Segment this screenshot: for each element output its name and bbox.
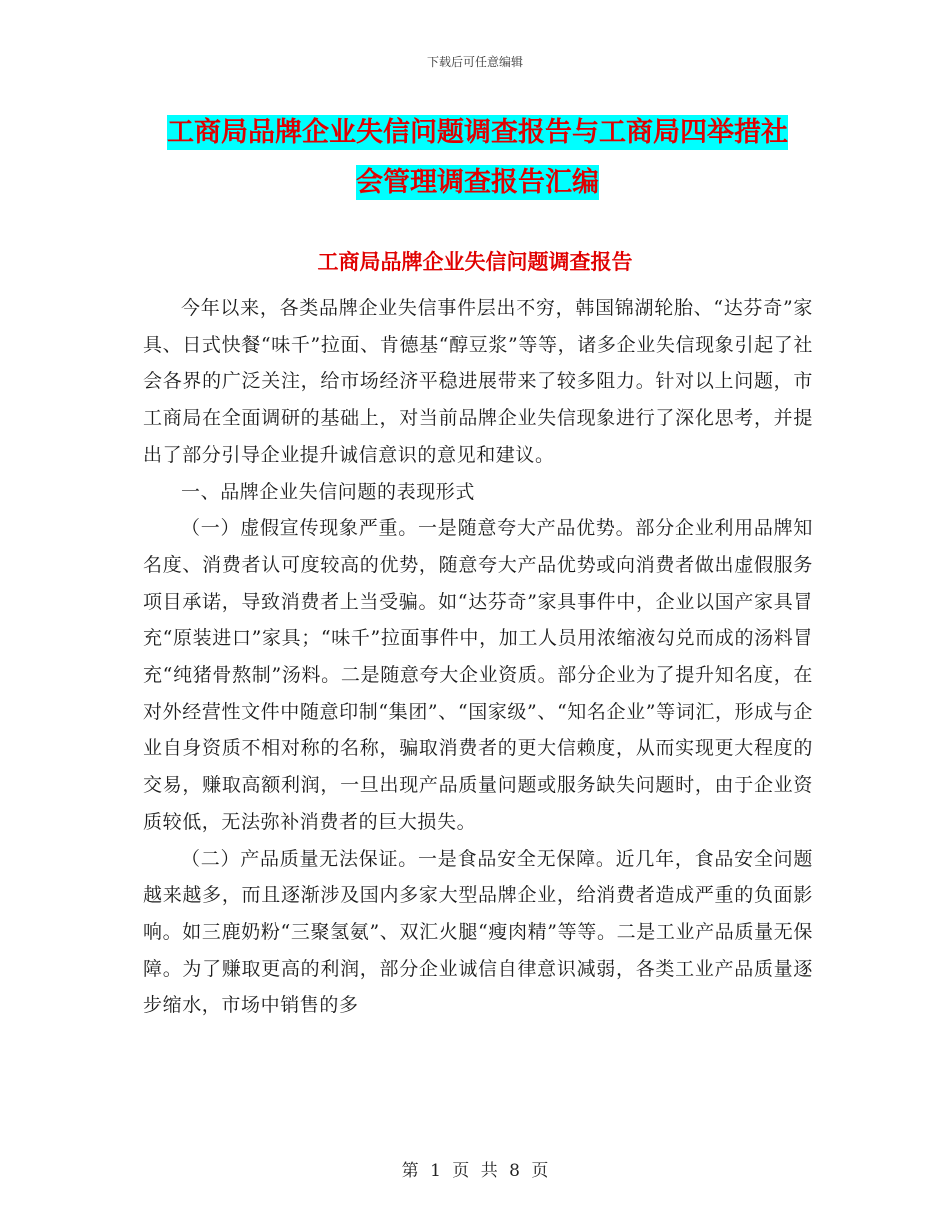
title-line-1: 工商局品牌企业失信问题调查报告与工商局四举措社 — [167, 117, 788, 148]
paragraph-product-quality: （二）产品质量无法保证。一是食品安全无保障。近几年，食品安全问题越来越多，而且逐渐涉及国内多家大型品牌企业，给消费者造成严重的负面影响。如三鹿奶粉“三聚氢氨”、双汇火腿“瘦肉精”等等。二是工业产品质量无保障。为了赚取更高的利润，部分企业诚信自律意识减弱，各类工业产品质量逐步缩水，市场中销售的多 — [143, 847, 813, 1017]
document-title — [145, 108, 810, 208]
document-body — [143, 290, 813, 1024]
page-footer: 第 1 页 共 8 页 — [401, 1161, 549, 1181]
paragraph-false-advertising: （一）虚假宣传现象严重。一是随意夸大产品优势。部分企业利用品牌知名度、消费者认可度较高的优势，随意夸大产品优势或向消费者做出虚假服务项目承诺，导致消费者上当受骗。如“达芬奇”家具事件中，企业以国产家具冒充“原装进口”家具；“味千”拉面事件中，加工人员用浓缩液勾兑而成的汤料冒充“纯猪骨熬制”汤料。二是随意夸大企业资质。部分企业为了提升知名度，在对外经营性文件中随意印制“集团”、“国家级”、“知名企业”等词汇，形成与企业自身资质不相对称的名称，骗取消费者的更大信赖度，从而实现更大程度的交易，赚取高额利润，一旦出现产品质量问题或服务缺失问题时，由于企业资质较低，无法弥补消费者的巨大损失。 — [143, 517, 813, 833]
section-title: 工商局品牌企业失信问题调查报告 — [317, 250, 633, 274]
header-note: 下载后可任意编辑 — [426, 55, 523, 69]
paragraph-heading-1: 一、品牌企业失信问题的表现形式 — [181, 480, 476, 503]
title-line-2: 会管理调查报告汇编 — [356, 167, 599, 198]
paragraph-intro: 今年以来，各类品牌企业失信事件层出不穷，韩国锦湖轮胎、“达芬奇”家具、日式快餐“味千”拉面、肯德基“醇豆浆”等等，诸多企业失信现象引起了社会各界的广泛关注，给市场经济平稳进展带来了较多阻力。针对以上问题，市工商局在全面调研的基础上，对当前品牌企业失信现象进行了深化思考，并提出了部分引导企业提升诚信意识的意见和建议。 — [143, 297, 813, 466]
